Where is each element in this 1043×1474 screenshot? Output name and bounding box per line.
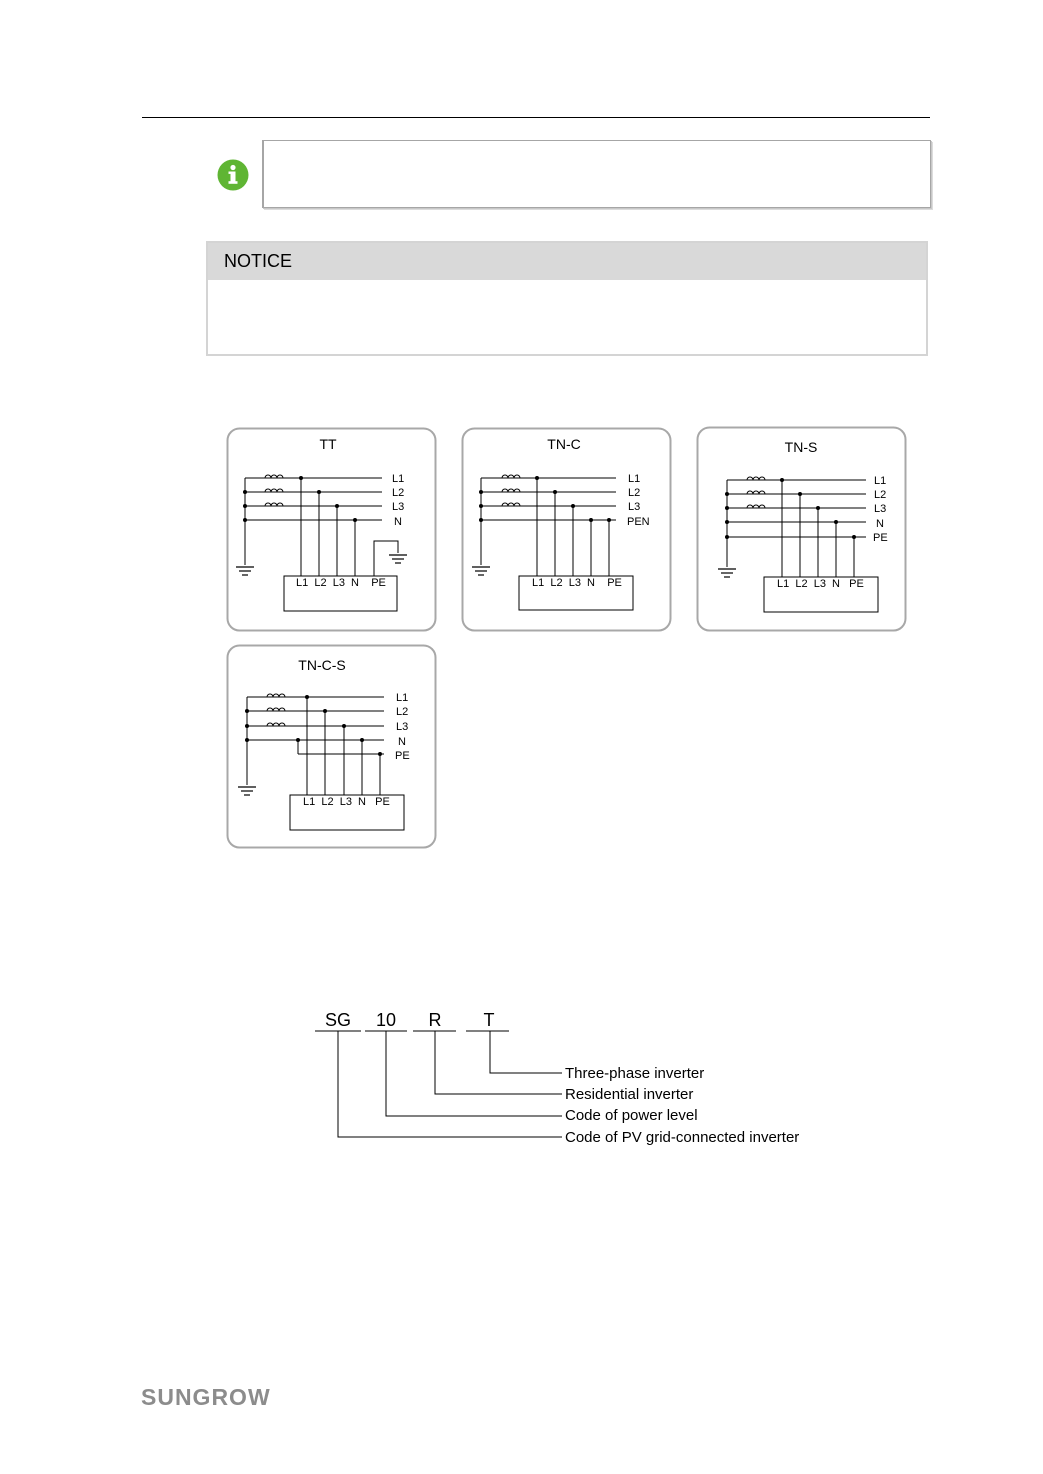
logo-text: SUNGROW — [141, 1385, 271, 1409]
bus-label: L1 — [396, 692, 409, 704]
bus-label: L1 — [628, 473, 641, 485]
bus-label: L3 — [628, 501, 641, 513]
diagram-tns-frame — [698, 428, 906, 631]
model-code-desc: Residential inverter — [565, 1086, 694, 1103]
diagram-tncs-title: TN-C-S — [298, 657, 346, 673]
diagram-tnc-title: TN-C — [547, 436, 581, 452]
bus-label: N — [394, 516, 402, 528]
diagram-tns-title: TN-S — [784, 439, 818, 455]
bus-label: PEN — [627, 516, 650, 528]
terminal-labels: L1 L2 L3 N PE — [777, 578, 864, 590]
bus-label: L2 — [628, 487, 641, 499]
bus-label: PE — [873, 532, 888, 544]
model-code-part: T — [483, 1010, 495, 1030]
bus-label: L2 — [396, 706, 409, 718]
diagram-tt-title: TT — [319, 436, 337, 452]
model-code-desc: Three-phase inverter — [565, 1065, 705, 1082]
bus-label: L2 — [874, 489, 887, 501]
notice-heading: NOTICE — [208, 243, 926, 280]
bus-label: PE — [395, 750, 410, 762]
diagram-tnc-frame — [463, 429, 671, 631]
diagram-tt-frame — [228, 429, 436, 631]
bus-label: L1 — [392, 473, 405, 485]
terminal-labels: L1 L2 L3 N PE — [296, 577, 386, 589]
sungrow-logo — [141, 1385, 293, 1409]
bus-label: L3 — [392, 501, 405, 513]
model-code-part: R — [428, 1010, 442, 1030]
bus-label: N — [398, 736, 406, 748]
bus-label: L3 — [874, 503, 887, 515]
model-code-desc: Code of power level — [565, 1107, 698, 1124]
model-code-part: SG — [324, 1010, 352, 1030]
bus-label: L1 — [874, 475, 887, 487]
terminal-labels: L1 L2 L3 N PE — [303, 796, 390, 808]
bus-label: L2 — [392, 487, 405, 499]
terminal-labels: L1 L2 L3 N PE — [532, 577, 622, 589]
bus-label: N — [876, 518, 884, 530]
model-code-desc: Code of PV grid-connected inverter — [565, 1129, 800, 1146]
model-code-part: 10 — [375, 1010, 397, 1030]
bus-label: L3 — [396, 721, 409, 733]
